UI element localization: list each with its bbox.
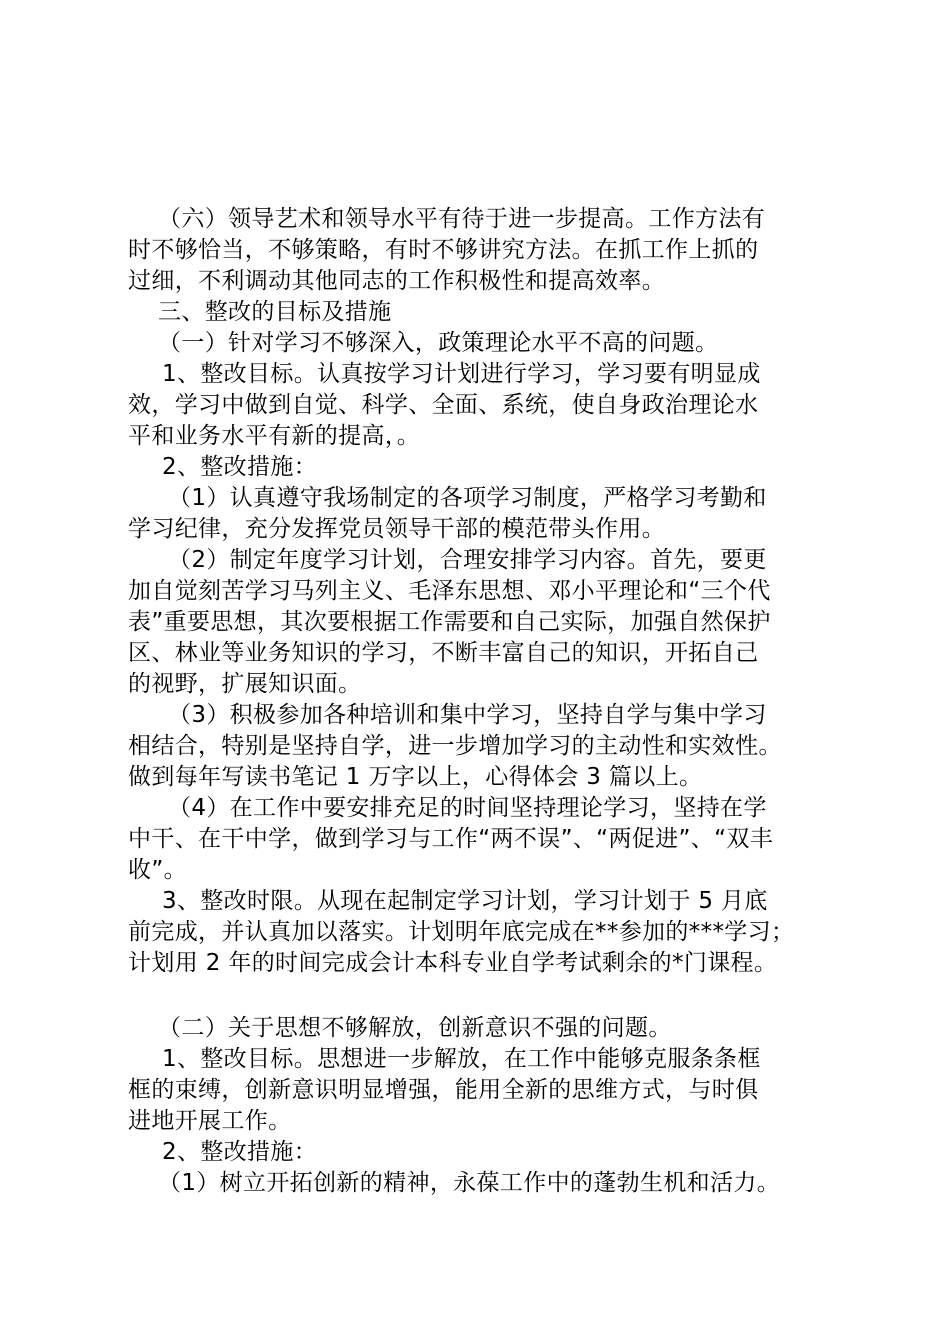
text-line: 平和业务水平有新的提高，。: [128, 423, 421, 449]
text-line: 效，学习中做到自觉、科学、全面、系统，使自身政治理论水: [128, 392, 759, 418]
text-line: 的视野，扩展知识面。: [128, 671, 362, 697]
text-line: （六）领导艺术和领导水平有待于进一步提高。工作方法有: [158, 206, 766, 232]
text-line: 3、整改时限。从现在起制定学习计划，学习计划于 5 月底: [162, 888, 768, 914]
text-line: （1）认真遵守我场制定的各项学习制度，严格学习考勤和: [168, 485, 767, 511]
text-line: 2、整改措施：: [162, 1139, 318, 1165]
text-line: （4）在工作中要安排充足的时间坚持理论学习，坚持在学: [168, 795, 767, 821]
text-line: 收”。: [128, 857, 187, 883]
text-line: 1、整改目标。思想进一步解放，在工作中能够克服条条框: [162, 1046, 761, 1072]
text-line: 进地开展工作。: [128, 1108, 292, 1134]
text-line: 相结合，特别是坚持自学，进一步增加学习的主动性和实效性。: [128, 733, 782, 759]
text-line: 过细，不利调动其他同志的工作积极性和提高效率。: [128, 268, 666, 294]
text-line: 2、整改措施：: [162, 454, 318, 480]
text-line: 学习纪律，充分发挥党员领导干部的模范带头作用。: [128, 516, 666, 542]
text-line: 加自觉刻苦学习马列主义、毛泽东思想、邓小平理论和“三个代: [128, 578, 771, 604]
text-line: 做到每年写读书笔记 1 万字以上，心得体会 3 篇以上。: [128, 764, 703, 790]
subsection-heading: （一）针对学习不够深入，政策理论水平不高的问题。: [158, 330, 719, 356]
text-line: 框的束缚，创新意识明显增强，能用全新的思维方式，与时俱: [128, 1077, 759, 1103]
text-line: （1）树立开拓创新的精神，永葆工作中的蓬勃生机和活力。: [158, 1170, 781, 1196]
text-line: 1、整改目标。认真按学习计划进行学习，学习要有明显成: [162, 361, 761, 387]
text-line: 时不够恰当，不够策略，有时不够讲究方法。在抓工作上抓的: [128, 237, 759, 263]
text-line: 计划用 2 年的时间完成会计本科专业自学考试剩余的*门课程。: [128, 950, 778, 976]
text-line: 中干、在干中学，做到学习与工作“两不误”、“两促进”、“双丰: [128, 826, 774, 852]
text-line: （2）制定年度学习计划，合理安排学习内容。首先，要更: [168, 547, 767, 573]
text-line: 前完成，并认真加以落实。计划明年底完成在**参加的***学习；: [128, 919, 795, 945]
subsection-heading: （二）关于思想不够解放，创新意识不强的问题。: [158, 1015, 672, 1041]
text-line: （3）积极参加各种培训和集中学习，坚持自学与集中学习: [168, 702, 767, 728]
section-heading: 三、整改的目标及措施: [158, 299, 392, 325]
text-line: 表”重要思想，其次要根据工作需要和自己实际，加强自然保护: [128, 609, 771, 635]
text-line: 区、林业等业务知识的学习，不断丰富自己的知识，开拓自己: [128, 640, 759, 666]
